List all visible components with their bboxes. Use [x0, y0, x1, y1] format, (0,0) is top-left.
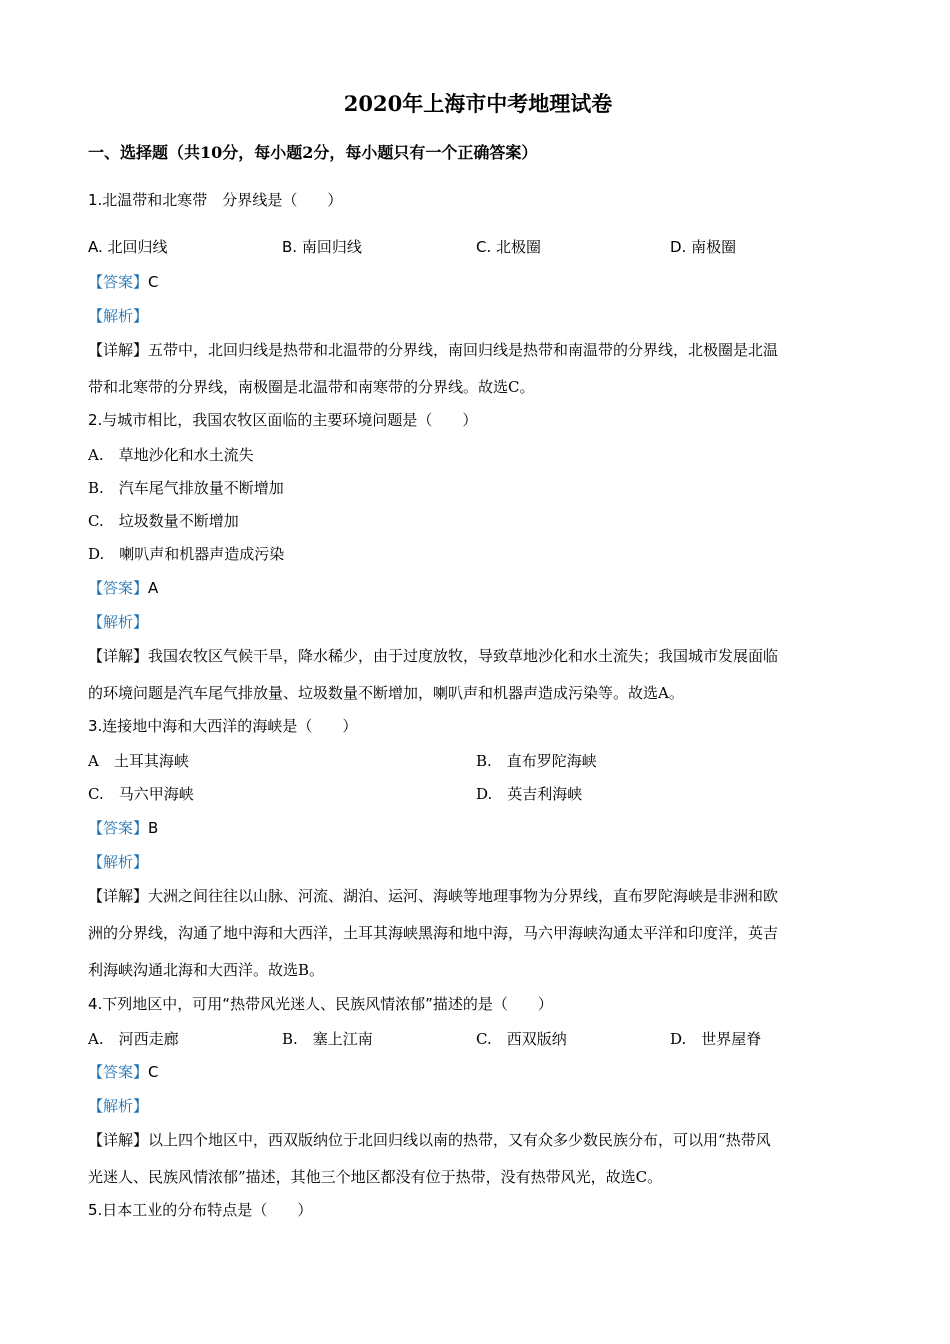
q2-analysis-label: 【解析】 [88, 613, 149, 631]
q3-option-a: A 土耳其海峡 [88, 752, 189, 770]
q4-option-a: A. 河西走廊 [88, 1030, 179, 1048]
q1-option-b: B. 南回归线 [282, 238, 362, 256]
detail-text: 以上四个地区中，西双版纳位于北回归线以南的热带，又有众多少数民族分布，可以用“热带风 [148, 1131, 771, 1149]
q4-detail-line-2: 光迷人、民族风情浓郁”描述，其他三个地区都没有位于热带，没有热带风光，故选C。 [88, 1168, 663, 1186]
q1-analysis-label: 【解析】 [88, 307, 149, 325]
q3-detail-line-3: 利海峡沟通北海和大西洋。故选B。 [88, 961, 325, 979]
q1-detail-line-1 [88, 340, 778, 360]
question-4-stem: 4.下列地区中，可用“热带风光迷人、民族风情浓郁”描述的是（ ） [88, 995, 553, 1013]
answer-value: B [148, 819, 159, 837]
question-5-stem: 5.日本工业的分布特点是（ ） [88, 1201, 313, 1219]
question-2-stem: 2.与城市相比，我国农牧区面临的主要环境问题是（ ） [88, 411, 478, 429]
q2-detail-line-1 [88, 646, 778, 666]
q4-detail-line-1 [88, 1130, 771, 1150]
q4-option-d: D. 世界屋脊 [670, 1030, 762, 1048]
q1-detail-line-2: 带和北寒带的分界线，南极圈是北温带和南寒带的分界线。故选C。 [88, 378, 535, 396]
answer-value: C [148, 1063, 159, 1081]
answer-label: 【答案】 [88, 1063, 149, 1081]
q3-option-d: D. 英吉利海峡 [476, 785, 583, 803]
answer-label: 【答案】 [88, 819, 149, 837]
q4-analysis-label: 【解析】 [88, 1097, 149, 1115]
detail-label: 【详解】 [88, 1131, 149, 1149]
q4-option-c: C. 西双版纳 [476, 1030, 567, 1048]
detail-text: 大洲之间往往以山脉、河流、湖泊、运河、海峡等地理事物为分界线，直布罗陀海峡是非洲和欧 [148, 887, 779, 905]
q2-answer [88, 578, 158, 598]
q4-answer [88, 1062, 159, 1082]
q1-option-c: C. 北极圈 [476, 238, 542, 256]
detail-label: 【详解】 [88, 647, 149, 665]
question-3-stem: 3.连接地中海和大西洋的海峡是（ ） [88, 717, 358, 735]
q2-option-c: C. 垃圾数量不断增加 [88, 512, 239, 530]
answer-value: C [148, 273, 159, 291]
q2-option-b: B. 汽车尾气排放量不断增加 [88, 479, 284, 497]
answer-label: 【答案】 [88, 273, 149, 291]
q1-option-a: A. 北回归线 [88, 238, 168, 256]
page-title: 2020年上海市中考地理试卷 [343, 91, 613, 116]
detail-text: 五带中，北回归线是热带和北温带的分界线，南回归线是热带和南温带的分界线，北极圈是北温 [148, 341, 779, 359]
q3-detail-line-1 [88, 886, 778, 906]
detail-text: 我国农牧区气候干旱，降水稀少，由于过度放牧，导致草地沙化和水土流失；我国城市发展面临 [148, 647, 779, 665]
q2-option-a: A. 草地沙化和水土流失 [88, 446, 254, 464]
q2-option-d: D. 喇叭声和机器声造成污染 [88, 545, 285, 563]
q4-option-b: B. 塞上江南 [282, 1030, 373, 1048]
section-heading: 一、选择题（共10分，每小题2分，每小题只有一个正确答案） [88, 143, 538, 162]
q3-option-c: C. 马六甲海峡 [88, 785, 194, 803]
detail-label: 【详解】 [88, 887, 149, 905]
q3-analysis-label: 【解析】 [88, 853, 149, 871]
q2-detail-line-2: 的环境问题是汽车尾气排放量、垃圾数量不断增加，喇叭声和机器声造成污染等。故选A。 [88, 684, 684, 702]
answer-value: A [148, 579, 159, 597]
q1-option-d: D. 南极圈 [670, 238, 737, 256]
q3-detail-line-2: 洲的分界线，沟通了地中海和大西洋，土耳其海峡黑海和地中海，马六甲海峡沟通太平洋和印度洋，英吉 [88, 924, 779, 942]
answer-label: 【答案】 [88, 579, 149, 597]
detail-label: 【详解】 [88, 341, 149, 359]
q3-answer [88, 818, 158, 838]
q1-answer [88, 272, 159, 292]
question-1-stem: 1.北温带和北寒带 分界线是（ ） [88, 191, 343, 209]
q3-option-b: B. 直布罗陀海峡 [476, 752, 597, 770]
